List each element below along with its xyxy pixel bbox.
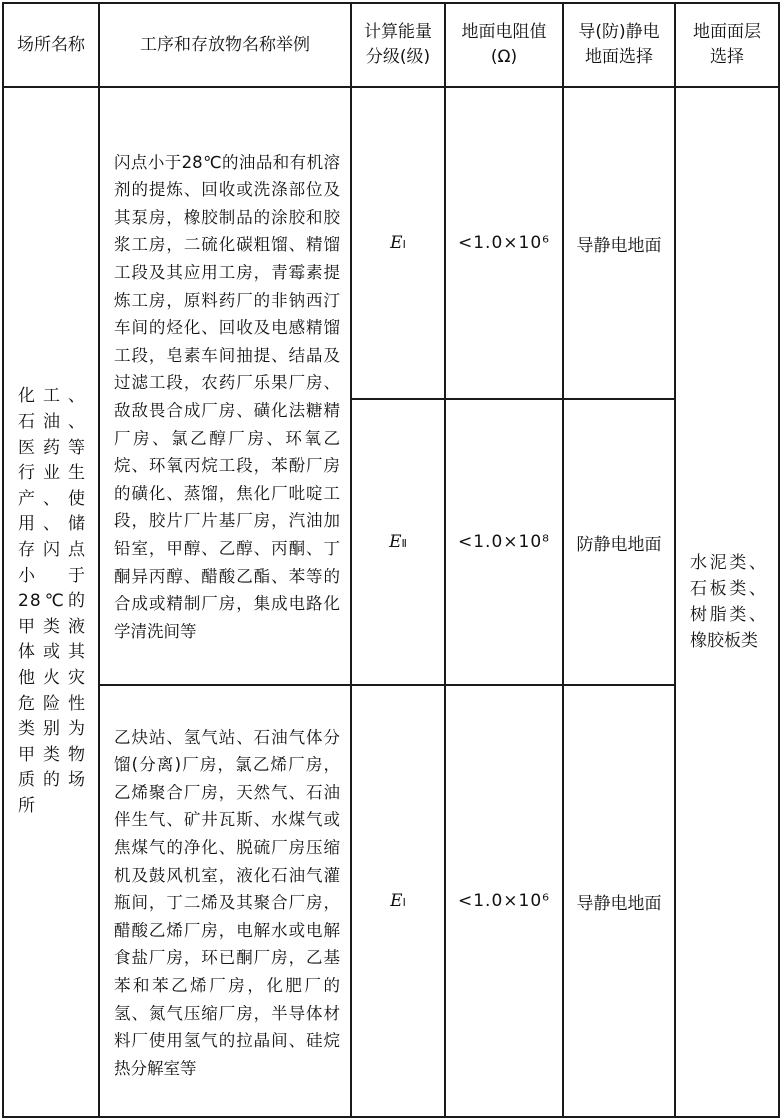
header-resistance: 地面电阻值(Ω) (445, 3, 563, 87)
header-site-name: 场所名称 (3, 3, 99, 87)
resistance-cell (445, 685, 563, 1117)
floor-type-cell: 导静电地面 (563, 685, 675, 1117)
energy-level-main: E (389, 532, 402, 552)
energy-level-sub: Ⅰ (402, 238, 406, 251)
static-floor-selection-table (2, 2, 780, 1118)
resistance-value: <1.0×10⁸ (458, 532, 550, 552)
process-examples-cell: 乙炔站、氢气站、石油气体分馏(分离)厂房，氯乙烯厂房，乙烯聚合厂房，天然气、石油伴生气、矿井瓦斯、水煤气或焦煤气的净化、脱硫厂房压缩机及鼓风机室，液化石油气灌瓶间，丁二烯及其聚合厂房，醋酸乙烯厂房，电解水或电解食盐厂房，环已酮厂房，乙基苯和苯乙烯厂房，化肥厂的氢、氮气压缩厂房，半导体材料厂使用氢气的拉晶间、硅烷热分解室等 (99, 685, 351, 1117)
resistance-value: <1.0×10⁶ (458, 233, 550, 253)
header-floor-type: 导(防)静电地面选择 (563, 3, 675, 87)
header-process-examples: 工序和存放物名称举例 (99, 3, 351, 87)
energy-level-cell (351, 399, 445, 685)
resistance-value: <1.0×10⁶ (458, 891, 550, 911)
site-name-cell: 化工、石油、医药等行业生产、使用、储存闪点小于28℃的甲类液体或其他火灾危险性类别为甲类物质的场所 (3, 87, 99, 1117)
surface-layer-cell: 水泥类、石板类、树脂类、橡胶板类 (675, 87, 779, 1117)
energy-level-cell (351, 87, 445, 399)
resistance-cell (445, 87, 563, 399)
floor-type-cell: 导静电地面 (563, 87, 675, 399)
energy-level-sub: Ⅱ (401, 537, 407, 550)
energy-level-cell (351, 685, 445, 1117)
table-row (3, 685, 779, 1117)
process-examples-cell: 闪点小于28℃的油品和有机溶剂的提炼、回收或洗涤部位及其泵房，橡胶制品的涂胶和胶浆工房，二硫化碳粗馏、精馏工段及其应用工房，青霉素提炼工房，原料药厂的非钠西汀车间的烃化、回收及电感精馏工段，皂素车间抽提、结晶及过滤工段，农药厂乐果厂房、敌敌畏合成厂房、磺化法糖精厂房、氯乙醇厂房、环氧乙烷、环氧丙烷工段，苯酚厂房的磺化、蒸馏，焦化厂吡啶工段，胶片厂片基厂房，汽油加铅室，甲醇、乙醇、丙酮、丁酮异丙醇、醋酸乙酯、苯等的合成或精制厂房，集成电路化学清洗间等 (99, 87, 351, 685)
energy-level-main: E (390, 233, 403, 253)
header-energy-level: 计算能量分级(级) (351, 3, 445, 87)
header-row (3, 3, 779, 87)
floor-type-cell: 防静电地面 (563, 399, 675, 685)
energy-level-main: E (390, 891, 403, 911)
energy-level-sub: Ⅰ (402, 896, 406, 909)
resistance-cell (445, 399, 563, 685)
header-surface-layer: 地面面层选择 (675, 3, 779, 87)
table-row (3, 87, 779, 399)
